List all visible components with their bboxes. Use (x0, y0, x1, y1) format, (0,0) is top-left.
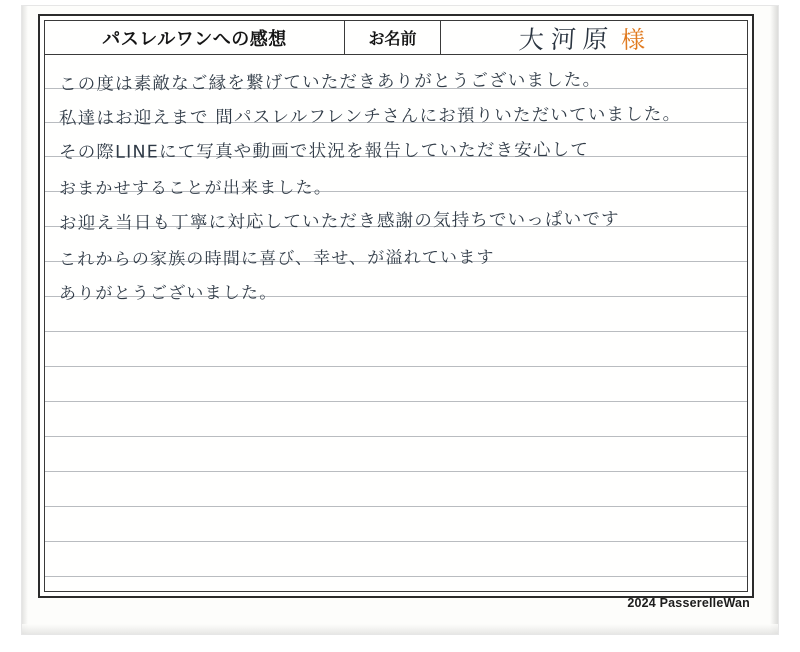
rule-line (45, 471, 747, 472)
rule-line (45, 122, 747, 123)
rule-line (45, 226, 747, 227)
form-header-row (45, 21, 747, 55)
rule-line (45, 506, 747, 507)
rule-line (45, 541, 747, 542)
form-frame (38, 14, 754, 598)
handwritten-line: ありがとうございました。 (58, 283, 278, 304)
handwritten-line: その際LINEにて写真や動画で状況を報告していただき安心して (58, 140, 590, 163)
handwritten-line: この度は素敵なご縁を繋げていただきありがとうございました。 (58, 70, 602, 95)
rule-line (45, 366, 747, 367)
honorific-suffix: 様 (620, 25, 646, 55)
handwritten-message (45, 55, 747, 591)
form-title: パスレルワンへの感想 (45, 21, 345, 54)
rule-line (45, 296, 747, 297)
name-field-value (441, 21, 747, 54)
handwritten-line: これからの家族の時間に喜び、幸せ、が溢れています (58, 247, 495, 270)
rule-line (45, 331, 747, 332)
rule-line (45, 191, 747, 192)
paper-sheet (22, 6, 778, 634)
rule-line (45, 401, 747, 402)
ruled-writing-area (45, 55, 747, 591)
rule-line (45, 156, 747, 157)
scan-edge-right (770, 6, 778, 634)
footer-credit: 2024 PasserelleWan (627, 596, 750, 610)
name-field-label: お名前 (345, 21, 441, 54)
scan-edge-left (22, 6, 28, 634)
handwritten-line: おまかせすることが出来ました。 (58, 178, 333, 199)
handwritten-line: お迎え当日も丁寧に対応していただき感謝の気持ちでいっぱいです (58, 209, 620, 234)
handwritten-line: 私達はお迎えまで 間パスレルフレンチさんにお預りいただいていました。 (58, 104, 682, 129)
customer-name-handwriting: 大河原 (518, 23, 616, 55)
rule-line (45, 436, 747, 437)
scan-edge-bottom (22, 624, 778, 634)
rule-line (45, 261, 747, 262)
rule-line (45, 88, 747, 89)
rule-line (45, 576, 747, 577)
